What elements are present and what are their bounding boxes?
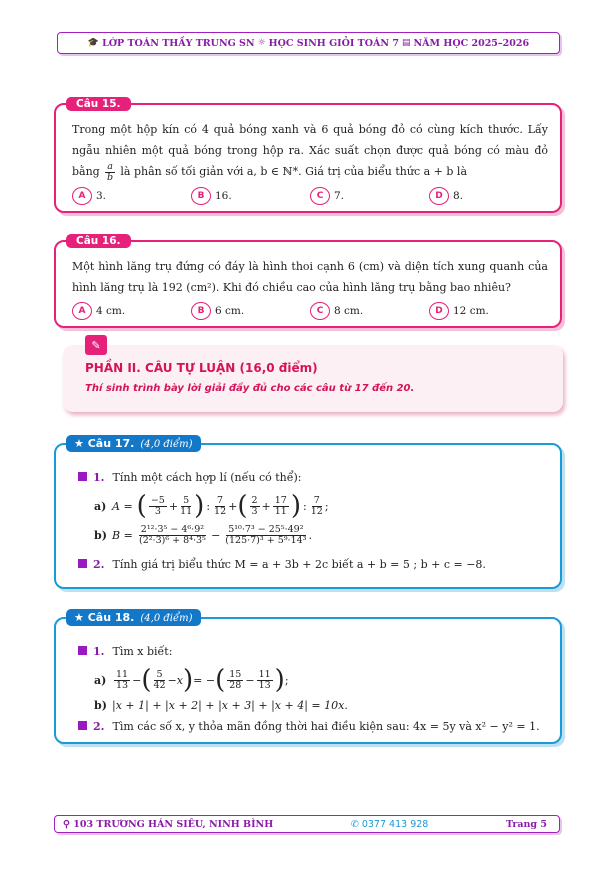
question-17-item-2 [78, 556, 548, 574]
item-text: Tìm x biết: [112, 645, 173, 658]
option-d-value: 8. [453, 189, 464, 202]
footer-page-number: Trang 5 [505, 818, 547, 830]
question-18-item-1 [78, 643, 548, 661]
option-b-value: 6 cm. [215, 305, 245, 317]
footer-phone [351, 819, 428, 830]
part-b-label: b) [94, 529, 107, 542]
phone-text: 0377 413 928 [361, 818, 429, 830]
item-number: 1. [93, 645, 105, 658]
question-15-label: Câu 15. [66, 97, 131, 111]
part-2-title: PHẦN II. CÂU TỰ LUẬN (16,0 điểm) [85, 361, 318, 375]
question-18-part-a: a) $\frac{11}{13}$ − ( $\frac{5}{42}$ − x ) = − ( $\frac{15}{28}$ − $\frac{11}{13}$ ) ; [94, 665, 289, 695]
item-text: Tính giá trị biểu thức M = a + 3b + 2c biết a + b = 5 ; b + c = −8. [112, 558, 486, 571]
question-17-part-b: b) B = $\frac{\text{2¹²·3⁵ − 4⁶·9²}}{\text{(2²·3)⁶ + 8⁴·3⁵}}$ − $\frac{\text{5¹⁰·7³ − 25⁵·49²}}{\text{(125·7)³ + 5⁹·14³}}$ . [94, 524, 312, 546]
question-15-options [72, 187, 548, 205]
option-c-value: 7. [334, 189, 345, 202]
graduation-cap-icon: 🎓 [87, 38, 100, 48]
question-17-number: Câu 17. [87, 437, 135, 450]
header-exam-name: HỌC SINH GIỎI TOÁN 7 [268, 37, 399, 49]
option-b-value: 16. [215, 189, 232, 202]
option-a-letter: A [72, 187, 92, 205]
part-a-label: a) [94, 673, 107, 687]
option-c[interactable] [310, 302, 429, 320]
fraction-a-over-b: $\frac{a}{b}$ [107, 160, 114, 183]
option-b[interactable] [191, 302, 310, 320]
item-number: 2. [93, 720, 105, 733]
part-2-subtitle: Thí sinh trình bày lời giải đầy đủ cho các câu từ 17 đến 20. [85, 383, 415, 394]
star-icon: ★ [74, 611, 84, 624]
option-d-value: 12 cm. [453, 305, 489, 317]
question-15-text-part2: là phân số tối giản với a, b ∈ ℕ*. Giá trị của biểu thức a + b là [120, 165, 467, 178]
option-a-letter: A [72, 302, 92, 320]
question-18-part-b [94, 699, 548, 712]
option-a-value: 3. [96, 189, 107, 202]
footer-address [63, 819, 273, 830]
item-text: Tính một cách hợp lí (nếu có thể): [112, 471, 302, 484]
option-a[interactable] [72, 302, 191, 320]
header-school-year: NĂM HỌC 2025–2026 [413, 37, 530, 49]
question-17-points: (4,0 điểm) [140, 439, 193, 450]
question-18-label [66, 609, 201, 626]
page-footer [54, 815, 560, 833]
question-17-box [54, 437, 562, 589]
option-d[interactable] [429, 187, 548, 205]
pencil-icon: ✎ [85, 335, 107, 355]
bullet-square-icon [78, 559, 87, 568]
item-text: Tìm các số x, y thỏa mãn đồng thời hai điều kiện sau: 4x = 5y và x² − y² = 1. [112, 720, 540, 733]
option-a-value: 4 cm. [96, 305, 126, 317]
question-18-item-2 [78, 718, 548, 736]
option-d-letter: D [429, 187, 449, 205]
question-17-label [66, 435, 201, 452]
book-icon: ▤ [401, 38, 411, 48]
address-text: 103 TRƯƠNG HÁN SIÊU, NINH BÌNH [73, 818, 274, 830]
part-a-label: a) [94, 499, 107, 513]
option-d[interactable] [429, 302, 548, 320]
option-c[interactable] [310, 187, 429, 205]
part-2-banner [63, 345, 563, 412]
question-16-label: Câu 16. [66, 234, 131, 248]
question-17-part-a: a) A = ( $\frac{-5}{3}$ + $\frac{5}{11}$ ) : $\frac{7}{12}$ + ( $\frac{2}{3}$ + $\frac{17}{11}$ ) : $\frac{7}{12}$ ; [94, 491, 329, 521]
question-18-box [54, 611, 562, 744]
option-c-letter: C [310, 302, 330, 320]
option-b[interactable] [191, 187, 310, 205]
location-pin-icon: ⚲ [63, 818, 70, 830]
item-number: 2. [93, 558, 105, 571]
bullet-square-icon [78, 646, 87, 655]
page-header [57, 32, 560, 54]
question-15-box [54, 98, 562, 213]
question-16-box [54, 235, 562, 328]
item-number: 1. [93, 471, 105, 484]
star-icon: ★ [74, 437, 84, 450]
option-b-letter: B [191, 187, 211, 205]
question-16-text: Một hình lăng trụ đứng có đáy là hình thoi cạnh 6 (cm) và diện tích xung quanh của hình lăng trụ là 192 (cm²). Khi đó chiều cao của hình lăng trụ bằng bao nhiêu? [72, 260, 548, 294]
part-b-expression: |x + 1| + |x + 2| + |x + 3| + |x + 4| = 10x. [112, 699, 348, 712]
option-b-letter: B [191, 302, 211, 320]
bullet-square-icon [78, 721, 87, 730]
part-b-label: b) [94, 699, 107, 712]
phone-icon: ✆ [350, 818, 359, 830]
option-d-letter: D [429, 302, 449, 320]
question-16-options [72, 302, 548, 320]
header-class-name: LỚP TOÁN THẦY TRUNG SN [102, 37, 255, 49]
option-c-value: 8 cm. [334, 305, 364, 317]
question-17-item-1 [78, 469, 548, 487]
option-a[interactable] [72, 187, 191, 205]
bullet-square-icon [78, 472, 87, 481]
question-15-text [72, 119, 548, 183]
question-18-points: (4,0 điểm) [140, 613, 193, 624]
question-18-number: Câu 18. [87, 611, 135, 624]
option-c-letter: C [310, 187, 330, 205]
sun-icon: ☼ [257, 38, 266, 48]
question-15-text-part1: Trong một hộp kín có 4 quả bóng xanh và 6 quả bóng đỏ có cùng kích thước. Lấy ngẫu nhiên một quả bóng trong hộp ra. Xác suất chọn được quả bóng có màu đỏ bằng [72, 123, 548, 178]
